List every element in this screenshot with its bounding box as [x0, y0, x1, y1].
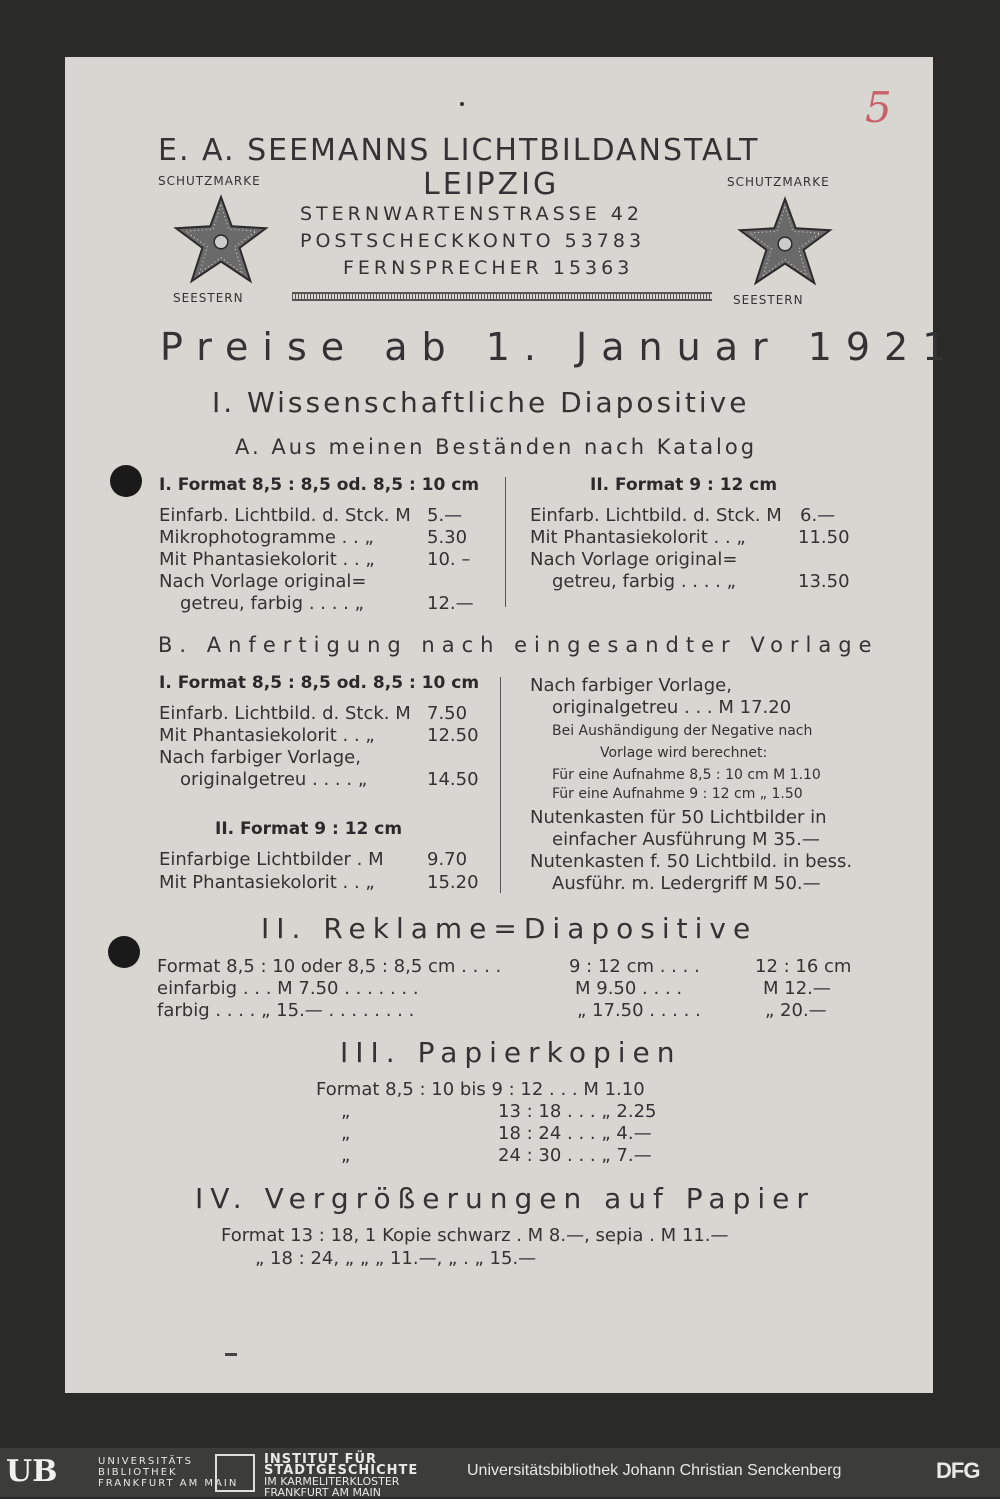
price-value: 14.50	[427, 769, 479, 790]
papierkopie-row: Format 8,5 : 10 bis 9 : 12 . . . M 1.10	[316, 1079, 645, 1100]
negative-note: Bei Aushändigung der Negative nach	[552, 723, 813, 739]
negative-note: Für eine Aufnahme 8,5 : 10 cm M 1.10	[552, 767, 821, 783]
ditto-mark: „	[341, 1123, 351, 1144]
institute-logo-text	[264, 1454, 418, 1498]
punch-hole	[108, 936, 140, 968]
reklame-cell: M 12.—	[763, 978, 831, 999]
starfish-icon	[172, 193, 270, 285]
papierkopie-row: 24 : 30 . . . „ 7.—	[498, 1145, 652, 1166]
price-label: Einfarb. Lichtbild. d. Stck. M	[159, 703, 411, 724]
reklame-cell: 12 : 16 cm	[755, 956, 852, 977]
vorlage-line: Nach farbiger Vorlage,	[530, 675, 732, 696]
price-label: Einfarbige Lichtbilder . M	[159, 849, 384, 870]
library-name-link[interactable]: Universitätsbibliothek Johann Christian Senckenberg	[467, 1462, 842, 1479]
ditto-mark: „	[341, 1101, 351, 1122]
company-city: LEIPZIG	[423, 167, 560, 202]
vorlage-price: originalgetreu . . . M 17.20	[552, 697, 792, 718]
inst-text-line: STADTGESCHICHTE	[264, 1463, 419, 1478]
price-label: Einfarb. Lichtbild. d. Stck. M	[159, 505, 411, 526]
format-heading: II. Format 9 : 12 cm	[590, 475, 778, 495]
letterhead-rule	[292, 292, 712, 301]
price-value: 11.50	[798, 527, 850, 548]
format-heading: I. Format 8,5 : 8,5 od. 8,5 : 10 cm	[159, 673, 480, 693]
nutenkasten-line: Nutenkasten f. 50 Lichtbild. in bess.	[530, 851, 853, 872]
column-divider	[505, 477, 506, 607]
section-4-title: IV. Vergrößerungen auf Papier	[195, 1182, 815, 1215]
inst-text-line: FRANKFURT AM MAIN	[264, 1486, 381, 1499]
document-page	[65, 57, 961, 1393]
price-label: Mit Phantasiekolorit . . „	[159, 872, 375, 893]
negative-note: Vorlage wird berechnet:	[600, 745, 768, 761]
price-value: 10. –	[427, 549, 471, 570]
reklame-cell: farbig . . . . „ 15.— . . . . . . . .	[157, 1000, 415, 1021]
price-value: 9.70	[427, 849, 468, 870]
ink-dot	[460, 102, 464, 106]
price-label: Nach farbiger Vorlage,	[159, 747, 361, 768]
ub-text-line: BIBLIOTHEK	[98, 1467, 178, 1478]
company-name: E. A. SEEMANNS LICHTBILDANSTALT	[158, 133, 760, 168]
price-label: getreu, farbig . . . . „	[180, 593, 364, 614]
inst-text-line: INSTITUT FÜR	[264, 1452, 378, 1467]
price-value: 13.50	[798, 571, 850, 592]
ub-logo[interactable]: UB	[6, 1454, 58, 1489]
section-2-title: II. Reklame=Diapositive	[261, 912, 758, 945]
section-3-title: III. Papierkopien	[340, 1036, 682, 1069]
dfg-logo[interactable]: DFG	[936, 1458, 980, 1483]
reklame-cell: Format 8,5 : 10 oder 8,5 : 8,5 cm . . . .	[157, 956, 502, 977]
price-label: originalgetreu . . . . „	[180, 769, 368, 790]
nutenkasten-line: Ausführ. m. Ledergriff M 50.—	[552, 873, 821, 894]
vergroesserung-row: Format 13 : 18, 1 Kopie schwarz . M 8.—, sepia . M 11.—	[221, 1225, 729, 1246]
section-1-title: I. Wissenschaftliche Diapositive	[212, 386, 750, 419]
price-value: 5.30	[427, 527, 468, 548]
price-label: Mikrophotogramme . . „	[159, 527, 374, 548]
price-label: Mit Phantasiekolorit . . „	[159, 549, 375, 570]
starfish-icon	[736, 195, 834, 287]
nutenkasten-line: einfacher Ausführung M 35.—	[552, 829, 820, 850]
mark-name-right: SEESTERN	[733, 293, 804, 307]
trademark-label-left: SCHUTZMARKE	[158, 174, 261, 188]
price-value: 7.50	[427, 703, 468, 724]
inst-text-line: IM KARMELITERKLOSTER	[264, 1475, 400, 1488]
reklame-cell: 9 : 12 cm . . . .	[569, 956, 700, 977]
ub-text-line: UNIVERSITÄTS	[98, 1456, 194, 1467]
section-1b-title: B. Anfertigung nach eingesandter Vorlage	[158, 633, 879, 657]
reklame-cell: „ 17.50 . . . . .	[577, 1000, 701, 1021]
page-title: Preise ab 1. Januar 1921	[160, 325, 961, 369]
price-value: 12.50	[427, 725, 479, 746]
papierkopie-row: 18 : 24 . . . „ 4.—	[498, 1123, 652, 1144]
institute-logo-icon[interactable]	[215, 1454, 255, 1492]
price-label: Mit Phantasiekolorit . . „	[159, 725, 375, 746]
vergroesserung-row: „ 18 : 24, „ „ „ 11.—, „ . „ 15.—	[255, 1248, 537, 1269]
company-postscheck: POSTSCHECKKONTO 53783	[300, 230, 646, 252]
negative-note: Für eine Aufnahme 9 : 12 cm „ 1.50	[552, 786, 803, 802]
price-label: Einfarb. Lichtbild. d. Stck. M	[530, 505, 782, 526]
price-label: getreu, farbig . . . . „	[552, 571, 736, 592]
format-heading: I. Format 8,5 : 8,5 od. 8,5 : 10 cm	[159, 475, 480, 495]
column-divider	[500, 677, 501, 893]
price-value: 5.—	[427, 505, 463, 526]
company-street: STERNWARTENSTRASSE 42	[300, 203, 643, 225]
company-phone: FERNSPRECHER 15363	[343, 257, 634, 279]
price-value: 15.20	[427, 872, 479, 893]
ditto-mark: „	[341, 1145, 351, 1166]
price-label: Nach Vorlage original=	[530, 549, 738, 570]
price-value: 12.—	[427, 593, 474, 614]
trademark-label-right: SCHUTZMARKE	[727, 175, 830, 189]
ink-mark	[225, 1353, 237, 1356]
punch-hole	[110, 465, 142, 497]
nutenkasten-line: Nutenkasten für 50 Lichtbilder in	[530, 807, 827, 828]
reklame-cell: einfarbig . . . M 7.50 . . . . . . .	[157, 978, 419, 999]
format-heading: II. Format 9 : 12 cm	[215, 819, 403, 839]
reklame-cell: „ 20.—	[765, 1000, 827, 1021]
ub-text-line: FRANKFURT AM MAIN	[98, 1478, 239, 1489]
page-number-annotation: 5	[865, 83, 892, 132]
footer-bar	[0, 1448, 1000, 1497]
section-1a-title: A. Aus meinen Beständen nach Katalog	[235, 435, 758, 459]
mark-name-left: SEESTERN	[173, 291, 244, 305]
price-label: Mit Phantasiekolorit . . „	[530, 527, 746, 548]
reklame-cell: M 9.50 . . . .	[575, 978, 683, 999]
papierkopie-row: 13 : 18 . . . „ 2.25	[498, 1101, 657, 1122]
price-value: 6.—	[800, 505, 836, 526]
price-label: Nach Vorlage original=	[159, 571, 367, 592]
